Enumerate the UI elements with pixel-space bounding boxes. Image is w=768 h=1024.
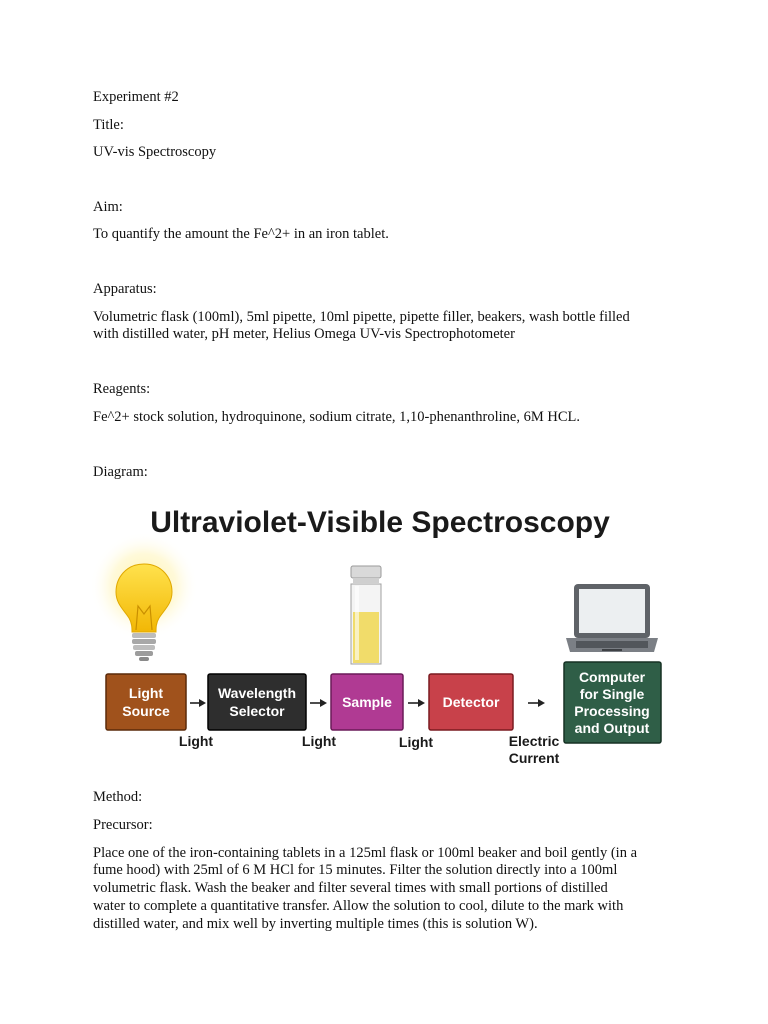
box-wavelength-selector <box>208 674 306 730</box>
box-computer-line3: Processing <box>574 703 650 719</box>
title-value: UV-vis Spectroscopy <box>93 144 217 160</box>
arrow-4 <box>528 699 545 707</box>
flow-label-1: Light <box>178 733 214 749</box>
box-light-source-line2: Source <box>122 703 170 719</box>
precursor-line-5: distilled water, and mix well by inverting multiple times (this is solution W). <box>93 916 538 932</box>
experiment-number: Experiment #2 <box>93 89 179 105</box>
box-sample <box>331 674 403 730</box>
precursor-line-4: water to complete a quantitative transfer. Allow the solution to cool, dilute to the mark with <box>93 898 624 914</box>
box-wavelength-selector-line2: Selector <box>229 703 285 719</box>
light-bulb-icon <box>90 532 198 661</box>
box-light-source <box>106 674 186 730</box>
reagents-text: Fe^2+ stock solution, hydroquinone, sodium citrate, 1,10-phenanthroline, 6M HCL. <box>93 409 580 425</box>
box-wavelength-selector-line1: Wavelength <box>217 685 297 701</box>
flow-label-3: Light <box>398 734 434 750</box>
precursor-line-1: Place one of the iron-containing tablets in a 125ml flask or 100ml beaker and boil gently (in a <box>93 845 638 861</box>
reagents-label: Reagents: <box>93 381 151 397</box>
title-label: Title: <box>93 117 124 133</box>
arrow-2 <box>310 699 327 707</box>
diagram-title: Ultraviolet-Visible Spectroscopy <box>150 506 610 539</box>
box-detector-label: Detector <box>442 694 500 710</box>
box-computer-line4: and Output <box>574 720 650 736</box>
apparatus-line-1: Volumetric flask (100ml), 5ml pipette, 10ml pipette, pipette filler, beakers, wash bottle filled <box>93 309 630 325</box>
box-light-source-line1: Light <box>128 685 164 701</box>
laptop-icon <box>566 584 658 652</box>
box-computer-line2: for Single <box>579 686 645 702</box>
arrow-3 <box>408 699 425 707</box>
box-sample-label: Sample <box>342 694 392 710</box>
precursor-label: Precursor: <box>93 817 153 833</box>
precursor-line-3: volumetric flask. Wash the beaker and filter several times with small portions of distilled <box>93 880 608 896</box>
flow-label-4-line1: Electric <box>508 733 560 749</box>
arrow-1 <box>190 699 206 707</box>
method-label: Method: <box>93 789 143 805</box>
flow-label-4-line2: Current <box>508 750 560 766</box>
uv-vis-diagram <box>88 496 680 776</box>
aim-text: To quantify the amount the Fe^2+ in an iron tablet. <box>93 226 389 242</box>
box-computer <box>564 662 661 743</box>
flow-label-2: Light <box>301 733 337 749</box>
box-detector <box>429 674 513 730</box>
apparatus-label: Apparatus: <box>93 281 157 297</box>
precursor-line-2: fume hood) with 25ml of 6 M HCl for 15 minutes. Filter the solution directly into a 100ml <box>93 862 618 878</box>
diagram-label: Diagram: <box>93 464 148 480</box>
cuvette-icon <box>351 566 381 664</box>
aim-label: Aim: <box>93 199 123 215</box>
apparatus-line-2: with distilled water, pH meter, Helius Omega UV-vis Spectrophotometer <box>93 326 515 342</box>
box-computer-line1: Computer <box>578 669 646 685</box>
